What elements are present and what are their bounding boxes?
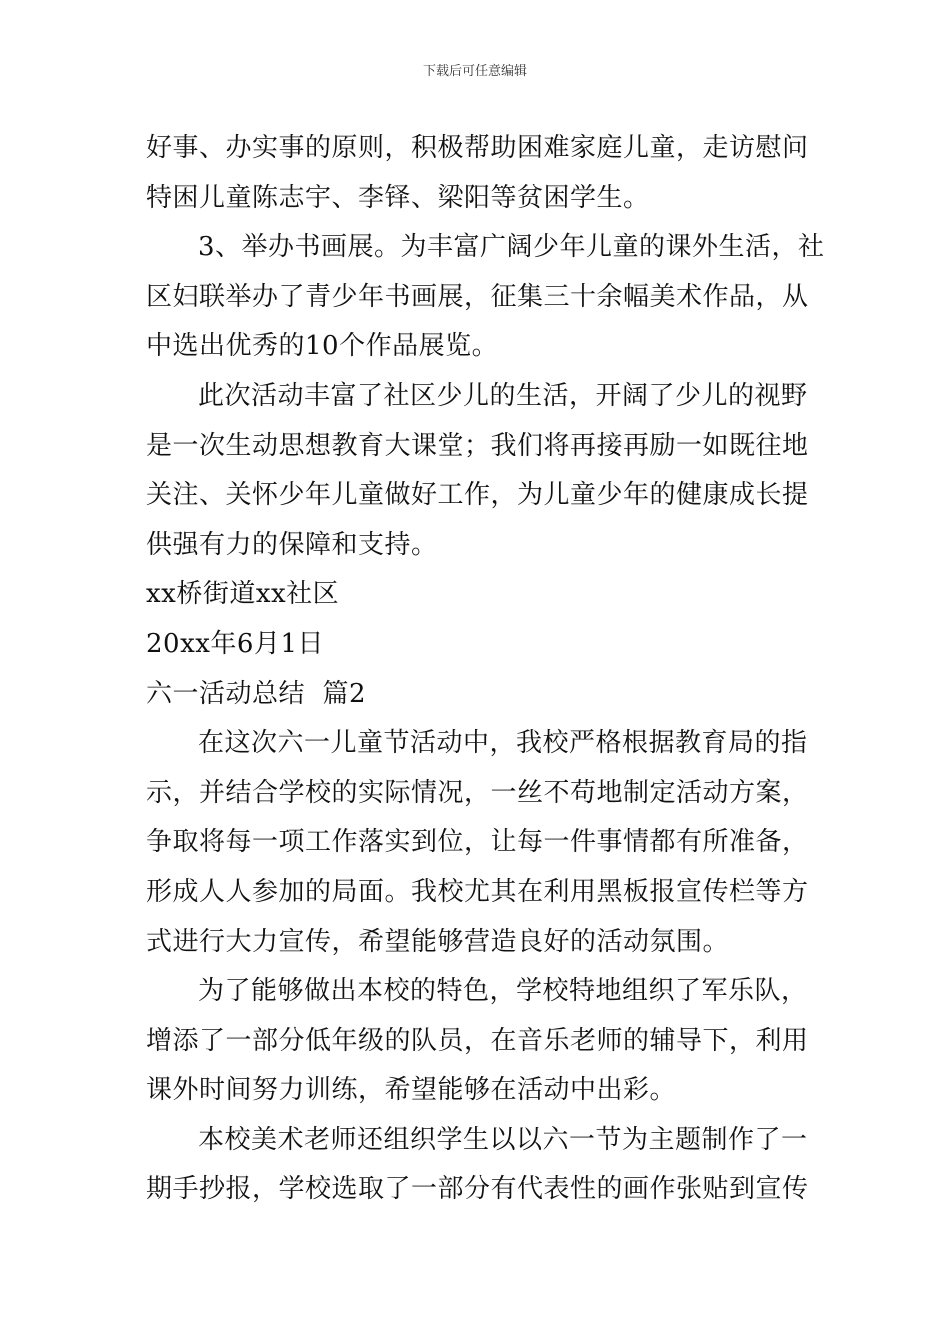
text-line: 中选出优秀的10个作品展览。 (146, 331, 499, 362)
text-line: 本校美术老师还组织学生以以六一节为主题制作了一 (198, 1124, 808, 1155)
document-body (146, 124, 825, 1215)
text-line: 争取将每一项工作落实到位，让每一件事情都有所准备， (146, 827, 809, 858)
page-header: 下载后可任意编辑 (422, 64, 527, 79)
text-line: 特困儿童陈志宇、李铎、梁阳等贫困学生。 (146, 182, 650, 213)
text-line: 在这次六一儿童节活动中，我校严格根据教育局的指 (198, 728, 808, 759)
text-line: 好事、办实事的原则，积极帮助困难家庭儿童，走访慰问 (146, 133, 809, 163)
text-line: 关注、关怀少年儿童做好工作，为儿童少年的健康成长提 (146, 480, 809, 511)
text-line: 课外时间努力训练，希望能够在活动中出彩。 (146, 1075, 677, 1106)
text-line: 此次活动丰富了社区少儿的生活，开阔了少儿的视野 (198, 380, 808, 411)
section-title: 六一活动总结 篇2 (146, 678, 367, 709)
text-line: 期手抄报，学校选取了一部分有代表性的画作张贴到宣传 (146, 1174, 809, 1205)
text-line: 供强有力的保障和支持。 (146, 529, 438, 560)
text-line: 区妇联举办了青少年书画展，征集三十余幅美术作品，从 (146, 281, 809, 312)
text-line: 形成人人参加的局面。我校尤其在利用黑板报宣传栏等方 (146, 876, 809, 907)
signature-org: xx桥街道xx社区 (146, 579, 340, 610)
text-line: 为了能够做出本校的特色，学校特地组织了军乐队， (198, 976, 808, 1007)
text-line: 增添了一部分低年级的队员，在音乐老师的辅导下，利用 (146, 1025, 809, 1056)
text-line: 是一次生动思想教育大课堂；我们将再接再励一如既往地 (146, 430, 809, 461)
text-line: 3、举办书画展。为丰富广阔少年儿童的课外生活，社 (198, 232, 825, 263)
text-line: 式进行大力宣传，希望能够营造良好的活动氛围。 (146, 926, 730, 957)
signature-date: 20xx年6月1日 (146, 628, 324, 659)
text-line: 示，并结合学校的实际情况，一丝不苟地制定活动方案， (146, 777, 809, 808)
